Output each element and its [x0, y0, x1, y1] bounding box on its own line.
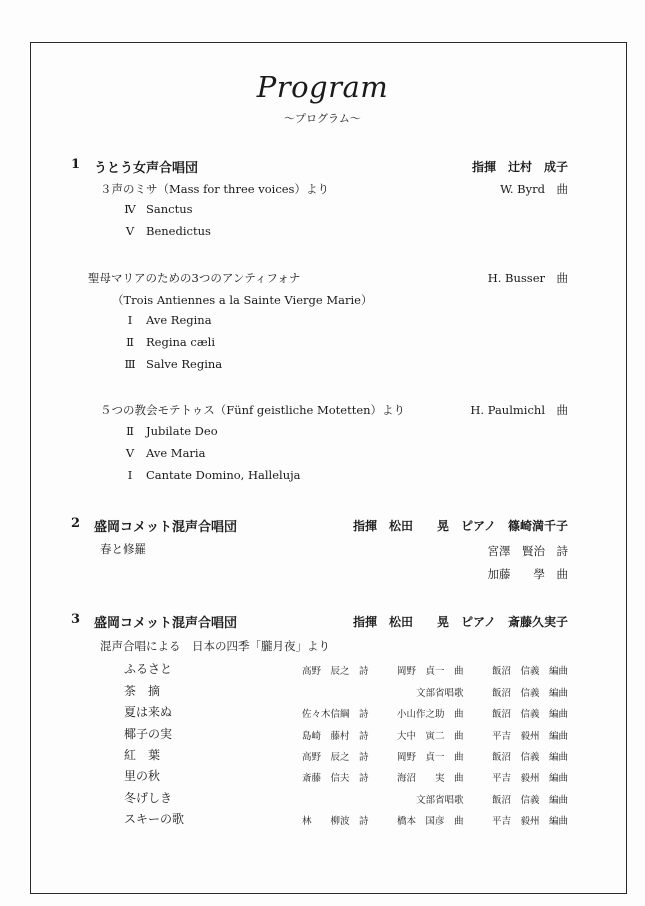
song-credits: 林 柳波 詩 橋本 国彦 曲 平吉 毅州 編曲 — [301, 816, 568, 827]
work-4-composer: 加藤 學 曲 — [487, 567, 568, 581]
movement-title: Ave Maria — [146, 446, 206, 460]
song-credits: 文部省唱歌 飯沼 信義 編曲 — [415, 688, 568, 699]
movement-title: Sanctus — [146, 202, 193, 216]
work-2-composer: H. Busser 曲 — [487, 271, 568, 285]
movement-title: Cantate Domino, Halleluja — [146, 468, 301, 482]
movement-numeral: Ⅴ — [125, 446, 135, 460]
song-credits: 高野 辰之 詩 岡野 貞一 曲 飯沼 信義 編曲 — [301, 666, 568, 677]
song-credits: 佐々木信綱 詩 小山作之助 曲 飯沼 信義 編曲 — [301, 709, 568, 720]
song-credits: 島崎 藤村 詩 大中 寅二 曲 平吉 毅州 編曲 — [301, 731, 568, 742]
section-3-choir: 盛岡コメット混声合唱団 — [94, 616, 238, 631]
work-4-lyricist: 宮澤 賢治 詩 — [487, 544, 568, 558]
section-3-conductor: 指揮 松田 晃 ピアノ 斎藤久実子 — [352, 615, 568, 629]
movement-numeral: Ⅳ — [124, 202, 136, 216]
movement-numeral: Ⅲ — [124, 357, 136, 371]
section-1-conductor: 指揮 辻村 成子 — [471, 160, 568, 174]
song-credits: 文部省唱歌 飯沼 信義 編曲 — [415, 795, 568, 806]
song-credits: 斎藤 信夫 詩 海沼 実 曲 平吉 毅州 編曲 — [301, 773, 568, 784]
section-1-number: 1 — [71, 157, 81, 172]
movement-title: Ave Regina — [146, 313, 212, 327]
work-1-title: ３声のミサ（Mass for three voices）より — [100, 182, 329, 196]
movement-title: Benedictus — [146, 224, 211, 238]
section-3-number: 3 — [71, 612, 81, 627]
song-title: 冬げしき — [124, 791, 173, 805]
section-2-choir: 盛岡コメット混声合唱団 — [94, 520, 238, 535]
movement-numeral: Ⅰ — [127, 313, 133, 327]
song-title: 夏は来ぬ — [124, 705, 173, 719]
movement-numeral: Ⅴ — [125, 224, 135, 238]
work-2-subtitle: （Trois Antiennes a la Sainte Vierge Marie） — [112, 293, 373, 307]
work-1-composer: W. Byrd 曲 — [500, 182, 568, 196]
song-title: 椰子の実 — [124, 727, 173, 741]
section-2-number: 2 — [71, 516, 81, 531]
movement-numeral: Ⅱ — [126, 424, 134, 438]
song-title: 里の秋 — [124, 769, 161, 783]
song-title: スキーの歌 — [124, 812, 185, 826]
song-title: ふるさと — [124, 662, 173, 676]
page-subtitle: ～プログラム～ — [284, 112, 361, 125]
movement-title: Regina cæli — [146, 335, 216, 349]
section-2-conductor: 指揮 松田 晃 ピアノ 篠崎満千子 — [352, 519, 568, 533]
work-3-composer: H. Paulmichl 曲 — [470, 403, 568, 417]
page-title: Program — [256, 70, 389, 104]
song-title: 茶 摘 — [124, 684, 161, 698]
work-4-title: 春と修羅 — [100, 542, 146, 556]
section-1-choir: うとう女声合唱団 — [94, 161, 199, 176]
song-credits: 高野 辰之 詩 岡野 貞一 曲 飯沼 信義 編曲 — [301, 752, 568, 763]
song-title: 紅 葉 — [124, 748, 161, 762]
work-2-title: 聖母マリアのための3つのアンティフォナ — [88, 271, 301, 285]
movement-title: Salve Regina — [146, 357, 223, 371]
work-5-title: 混声合唱による 日本の四季「朧月夜」より — [100, 639, 330, 653]
movement-numeral: Ⅰ — [127, 468, 133, 482]
movement-title: Jubilate Deo — [146, 424, 218, 438]
work-3-title: ５つの教会モテトゥス（Fünf geistliche Motetten）より — [100, 403, 406, 417]
movement-numeral: Ⅱ — [126, 335, 134, 349]
